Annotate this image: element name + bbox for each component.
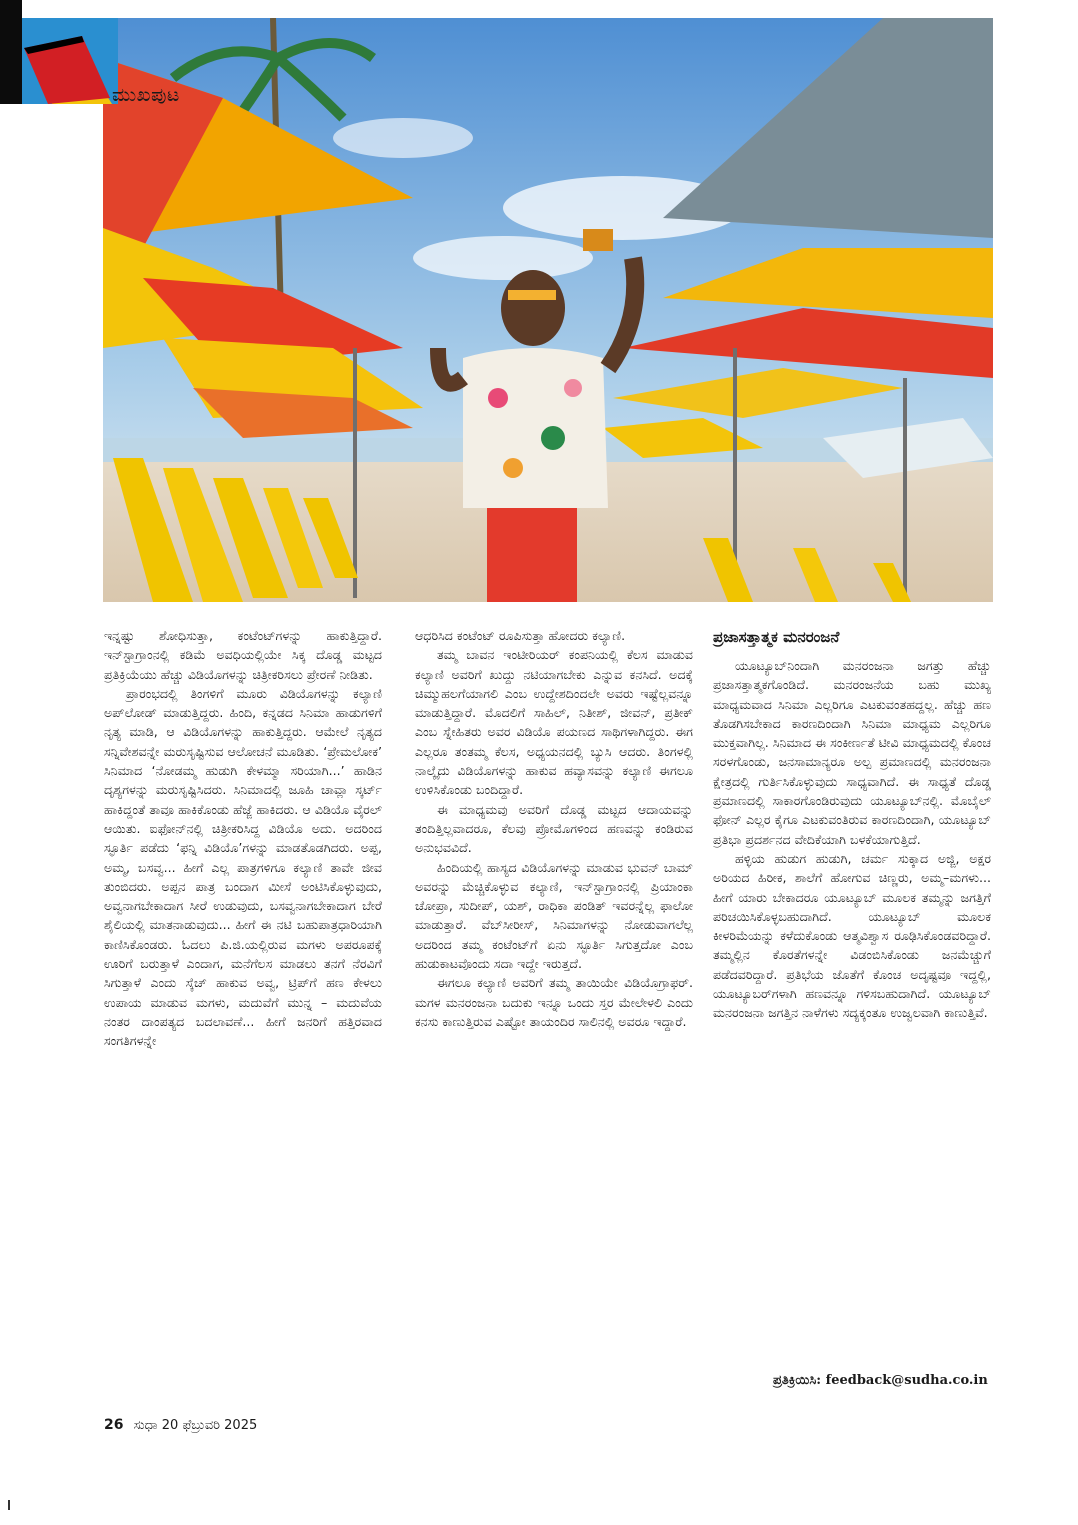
subheading: ಪ್ರಜಾಸತ್ತಾತ್ಮಕ ಮನರಂಜನೆ	[713, 628, 840, 646]
crop-mark	[8, 1500, 10, 1510]
paragraph: ಯೂಟ್ಯೂಬ್‌ನಿಂದಾಗಿ ಮನರಂಜನಾ ಜಗತ್ತು ಹೆಚ್ಚು ಪ್ರಜಾಸತ್ತಾತ್ಮಕಗೊಂಡಿದೆ. ಮನರಂಜನೆಯ ಬಹು ಮುಖ್ಯ ಮಾಧ್ಯಮವಾದ ಸಿನಿಮಾ ಎಲ್ಲರಿಗೂ ಎಟಕುವಂತಹದ್ದಲ್ಲ. ಹೆಚ್ಚು ಹಣ ತೊಡಗಿಸಬೇಕಾದ ಕಾರಣದಿಂದಾಗಿ ಸಿನಿಮಾ ಮಾಧ್ಯಮ ಎಲ್ಲರಿಗೂ ಮುಕ್ತವಾಗಿಲ್ಲ. ಸಿನಿಮಾದ ಈ ಸಂಕೀರ್ಣತೆ ಟೀವಿ ಮಾಧ್ಯಮದಲ್ಲಿ ಕೊಂಚ ಸರಳಗೊಂಡು, ಜನಸಾಮಾನ್ಯರೂ ಅಲ್ಪ ಪ್ರಮಾಣದಲ್ಲಿ ಮನರಂಜನಾ ಕ್ಷೇತ್ರದಲ್ಲಿ ಗುರ್ತಿಸಿಕೊಳ್ಳುವುದು ಸಾಧ್ಯವಾಗಿದೆ. ಈ ಸಾಧ್ಯತೆ ದೊಡ್ಡ ಪ್ರಮಾಣದಲ್ಲಿ ಸಾಕಾರಗೊಂಡಿರುವುದು ಯೂಟ್ಯೂಬ್‌ನಲ್ಲಿ. ಮೊಬೈಲ್ ಫೋನ್ ಎಲ್ಲರ ಕೈಗೂ ಎಟಕುವಂತಿರುವ ಕಾರಣದಿಂದಾಗಿ, ಯೂಟ್ಯೂಬ್ ಪ್ರತಿಭಾ ಪ್ರದರ್ಶನದ ವೇದಿಕೆಯಾಗಿ ಬಳಕೆಯಾಗುತ್ತಿದೆ.	[713, 658, 991, 847]
feedback-line: ಪ್ರತಿಕ್ರಿಯಿಸಿ: feedback@sudha.co.in	[773, 1373, 988, 1388]
paragraph: ಪ್ರಾರಂಭದಲ್ಲಿ ತಿಂಗಳಿಗೆ ಮೂರು ವಿಡಿಯೊಗಳನ್ನು ಕಲ್ಯಾಣಿ ಅಪ್‌ಲೋಡ್ ಮಾಡುತ್ತಿದ್ದರು. ಹಿಂದಿ, ಕನ್ನಡದ ಸಿನಿಮಾ ಹಾಡುಗಳಿಗೆ ನೃತ್ಯ ಮಾಡಿ, ಆ ವಿಡಿಯೊಗಳನ್ನು ಹಾಕುತ್ತಿದ್ದರು. ಆಮೇಲೆ ನೃತ್ಯದ ಸನ್ನಿವೇಶವನ್ನೇ ಮರುಸೃಷ್ಟಿಸುವ ಆಲೋಚನೆ ಮೂಡಿತು. ‘ಪ್ರೇಮಲೋಕ’ ಸಿನಿಮಾದ ‘ನೋಡಮ್ಮ ಹುಡುಗಿ ಕೇಳಮ್ಮಾ ಸರಿಯಾಗಿ...’ ಹಾಡಿನ ದೃಶ್ಯಗಳನ್ನು ಮರುಸೃಷ್ಟಿಸಿದರು. ಸಿನಿಮಾದಲ್ಲಿ ಜೂಹಿ ಚಾವ್ಲಾ ಸ್ಕರ್ಟ್ ಹಾಕಿದ್ದಂತೆ ತಾವೂ ಹಾಕಿಕೊಂಡು ಹೆಜ್ಜೆ ಹಾಕಿದರು. ಆ ವಿಡಿಯೊ ವೈರಲ್ ಆಯಿತು. ಐಫೋನ್‌ನಲ್ಲಿ ಚಿತ್ರೀಕರಿಸಿದ್ದ ವಿಡಿಯೊ ಅದು. ಅದರಿಂದ ಸ್ಫೂರ್ತಿ ಪಡೆದು ‘ಫನ್ನಿ ವಿಡಿಯೊ’ಗಳನ್ನು ಮಾಡತೊಡಗಿದರು. ಅಪ್ಪ, ಅಮ್ಮ, ಬಸವ್ವ... ಹೀಗೆ ಎಲ್ಲ ಪಾತ್ರಗಳಿಗೂ ಕಲ್ಯಾಣಿ ತಾವೇ ಜೀವ ತುಂಬಿದರು. ಅಪ್ಪನ ಪಾತ್ರ ಬಂದಾಗ ಮೀಸೆ ಅಂಟಿಸಿಕೊಳ್ಳುವುದು, ಅವ್ವನಾಗಬೇಕಾದಾಗ ಸೀರೆ ಉಡುವುದು, ಬಸವ್ವನಾಗಬೇಕಾದಾಗ ಬೇರೆ ಶೈಲಿಯಲ್ಲಿ ಮಾತನಾಡುವುದು... ಹೀಗೆ ಈ ನಟಿ ಬಹುಪಾತ್ರಧಾರಿಯಾಗಿ ಕಾಣಿಸಿಕೊಂಡರು. ಓದಲು ಪಿ.ಜಿ.ಯಲ್ಲಿರುವ ಮಗಳು ಅಪರೂಪಕ್ಕೆ ಊರಿಗೆ ಬರುತ್ತಾಳೆ ಎಂದಾಗ, ಮನೆಗೆಲಸ ಮಾಡಲು ತನಗೆ ನೆರವಿಗೆ ಸಿಗುತ್ತಾಳೆ ಎಂದು ಸ್ಕೆಚ್ ಹಾಕುವ ಅವ್ವ, ಟ್ರಿಪ್‌ಗೆ ಹಣ ಕೇಳಲು ಉಪಾಯ ಮಾಡುವ ಮಗಳು, ಮದುವೆಗೆ ಮುನ್ನ – ಮದುವೆಯ ನಂತರ ದಾಂಪತ್ಯದ ಬದಲಾವಣೆ... ಹೀಗೆ ಜನರಿಗೆ ಹತ್ತಿರವಾದ ಸಂಗತಿಗಳನ್ನೇ	[104, 685, 382, 1049]
paragraph: ತಮ್ಮ ಬಾವನ ಇಂಟೀರಿಯರ್ ಕಂಪನಿಯಲ್ಲಿ ಕೆಲಸ ಮಾಡುವ ಕಲ್ಯಾಣಿ ಅವರಿಗೆ ಖುದ್ದು ನಟಿಯಾಗಬೇಕು ಎನ್ನುವ ಕನಸಿದೆ. ಅದಕ್ಕೆ ಚಿಮ್ಮುಹಲಗೆಯಾಗಲಿ ಎಂಬ ಉದ್ದೇಶದಿಂದಲೇ ಅವರು ಇಷ್ಟೆಲ್ಲವನ್ನೂ ಮಾಡುತ್ತಿದ್ದಾರೆ. ಮೊದಲಿಗೆ ಸಾಹಿಲ್, ನಿತೀಶ್, ಜೀವನ್, ಪ್ರತೀಕ್ ಎಂಬ ಸ್ನೇಹಿತರು ಅವರ ವಿಡಿಯೊ ಪಯಣದ ಸಾಥಿಗಳಾಗಿದ್ದರು. ಈಗ ಎಲ್ಲರೂ ತಂತಮ್ಮ ಕೆಲಸ, ಅಧ್ಯಯನದಲ್ಲಿ ಬ್ಯುಸಿ ಆದರು. ತಿಂಗಳಲ್ಲಿ ನಾಲ್ಕೈದು ವಿಡಿಯೊಗಳನ್ನು ಹಾಕುವ ಹವ್ಯಾಸವನ್ನು ಕಲ್ಯಾಣಿ ಈಗಲೂ ಉಳಿಸಿಕೊಂಡು ಬಂದಿದ್ದಾರೆ.	[415, 647, 693, 798]
page-number: 26	[104, 1417, 124, 1433]
issue-info: ಸುಧಾ 20 ಫೆಬ್ರುವರಿ 2025	[133, 1418, 258, 1433]
paragraph: ಹಳ್ಳಿಯ ಹುಡುಗ ಹುಡುಗಿ, ಚರ್ಮ ಸುಕ್ಕಾದ ಅಜ್ಜಿ, ಅಕ್ಷರ ಅರಿಯದ ಹಿರೀಕ, ಶಾಲೆಗೆ ಹೋಗುವ ಚಿಣ್ಣರು, ಅಮ್ಮ–ಮಗಳು... ಹೀಗೆ ಯಾರು ಬೇಕಾದರೂ ಯೂಟ್ಯೂಬ್ ಮೂಲಕ ತಮ್ಮನ್ನು ಜಗತ್ತಿಗೆ ಪರಿಚಯಿಸಿಕೊಳ್ಳಬಹುದಾಗಿದೆ. ಯೂಟ್ಯೂಬ್ ಮೂಲಕ ಕೀಳರಿಮೆಯನ್ನು ಕಳೆದುಕೊಂಡು ಆತ್ಮವಿಶ್ವಾಸ ರೂಢಿಸಿಕೊಂಡವರಿದ್ದಾರೆ. ತಮ್ಮಲ್ಲಿನ ಕೊರತೆಗಳನ್ನೇ ವಿಡಂಬಿಸಿಕೊಂಡು ಜನಮೆಚ್ಚುಗೆ ಪಡೆದವರಿದ್ದಾರೆ. ಪ್ರತಿಭೆಯ ಜೊತೆಗೆ ಕೊಂಚ ಅದೃಷ್ಟವೂ ಇದ್ದಲ್ಲಿ, ಯೂಟ್ಯೂಬರ್‌ಗಳಾಗಿ ಹಣವನ್ನೂ ಗಳಿಸಬಹುದಾಗಿದೆ. ಯೂಟ್ಯೂಬ್ ಮನರಂಜನಾ ಜಗತ್ತಿನ ನಾಳೆಗಳು ಸದ್ಯಕ್ಕಂತೂ ಉಜ್ವಲವಾಗಿ ಕಾಣುತ್ತಿವೆ.	[713, 850, 991, 1021]
page-footer	[104, 1417, 257, 1433]
paragraph: ಆಧರಿಸಿದ ಕಂಟೆಂಟ್ ರೂಪಿಸುತ್ತಾ ಹೋದರು ಕಲ್ಯಾಣಿ.	[415, 628, 626, 643]
paragraph: ಹಿಂದಿಯಲ್ಲಿ ಹಾಸ್ಯದ ವಿಡಿಯೊಗಳನ್ನು ಮಾಡುವ ಭುವನ್ ಬಾಮ್ ಅವರನ್ನು ಮೆಚ್ಚಿಕೊಳ್ಳುವ ಕಲ್ಯಾಣಿ, ಇನ್‌ಸ್ಟಾಗ್ರಾಂನಲ್ಲಿ ಪ್ರಿಯಾಂಕಾ ಚೋಪ್ರಾ, ಸುದೀಪ್, ಯಶ್, ರಾಧಿಕಾ ಪಂಡಿತ್ ಇವರನ್ನೆಲ್ಲ ಫಾಲೋ ಮಾಡುತ್ತಾರೆ. ವೆಬ್‌ಸೀರೀಸ್, ಸಿನಿಮಾಗಳನ್ನು ನೋಡುವಾಗಲೆಲ್ಲ ಅದರಿಂದ ತಮ್ಮ ಕಂಟೆಂಟ್‌ಗೆ ಏನು ಸ್ಫೂರ್ತಿ ಸಿಗುತ್ತದೋ ಎಂಬ ಹುಡುಕಾಟವೊಂದು ಸದಾ ಇದ್ದೇ ಇರುತ್ತದೆ.	[415, 859, 693, 972]
black-edge-strip	[0, 0, 22, 104]
beach-selfie-photo	[103, 18, 993, 602]
paragraph: ಈಗಲೂ ಕಲ್ಯಾಣಿ ಅವರಿಗೆ ತಮ್ಮ ತಾಯಿಯೇ ವಿಡಿಯೊಗ್ರಾಫರ್. ಮಗಳ ಮನರಂಜನಾ ಬದುಕು ಇನ್ನೂ ಒಂದು ಸ್ತರ ಮೇಲೇಳಲಿ ಎಂದು ಕನಸು ಕಾಣುತ್ತಿರುವ ಎಷ್ಟೋ ತಾಯಂದಿರ ಸಾಲಿನಲ್ಲಿ ಅವರೂ ಇದ್ದಾರೆ.	[415, 975, 693, 1029]
article-column-2	[415, 626, 693, 1031]
section-logo	[22, 18, 118, 104]
paragraph: ಈ ಮಾಧ್ಯಮವು ಅವರಿಗೆ ದೊಡ್ಡ ಮಟ್ಟದ ಆದಾಯವನ್ನು ತಂದಿತ್ತಿಲ್ಲವಾದರೂ, ಕೆಲವು ಪ್ರೋಮೊಗಳಿಂದ ಹಣವನ್ನು ಕಂಡಿರುವ ಅನುಭವವಿದೆ.	[415, 801, 693, 856]
article-column-1	[104, 626, 382, 1051]
paragraph: ಇನ್ನಷ್ಟು ಶೋಧಿಸುತ್ತಾ, ಕಂಟೆಂಟ್‌ಗಳನ್ನು ಹಾಕುತ್ತಿದ್ದಾರೆ. ಇನ್‌ಸ್ಟಾಗ್ರಾಂನಲ್ಲಿ ಕಡಿಮೆ ಅವಧಿಯಲ್ಲಿಯೇ ಸಿಕ್ಕ ದೊಡ್ಡ ಮಟ್ಟದ ಪ್ರತಿಕ್ರಿಯೆಯು ಹೆಚ್ಚು ವಿಡಿಯೊಗಳನ್ನು ಚಿತ್ರೀಕರಿಸಲು ಪ್ರೇರಣೆ ನೀಡಿತು.	[104, 628, 382, 682]
article-column-3	[713, 626, 991, 1023]
section-label: ಮುಖಪುಟ	[112, 84, 180, 106]
